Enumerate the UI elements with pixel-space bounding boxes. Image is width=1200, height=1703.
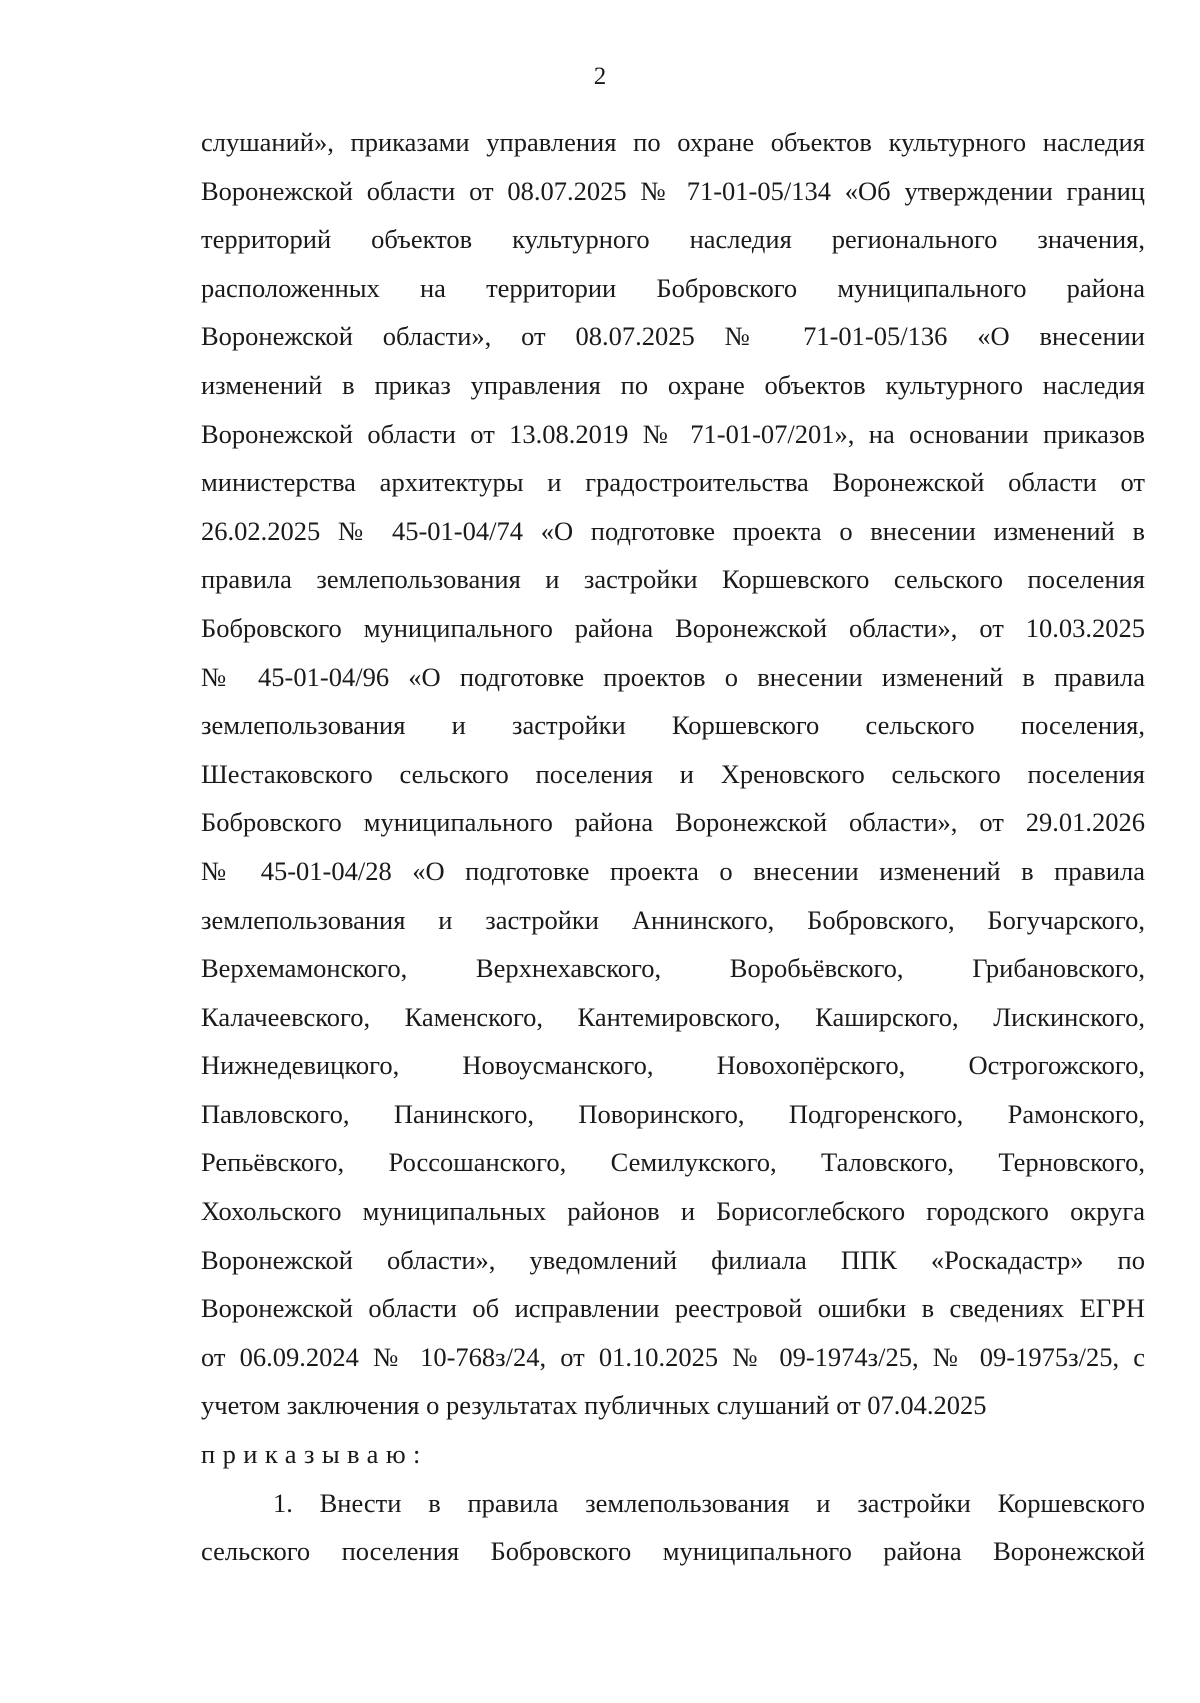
- paragraph-line: министерства архитектуры и градостроительства Воронежской области от: [201, 467, 1145, 498]
- paragraph-line: расположенных на территории Бобровского муниципального района: [201, 272, 1145, 303]
- paragraph-line: землепользования и застройки Аннинского, Бобровского, Богучарского,: [201, 904, 1145, 935]
- item-1-line: 1. Внести в правила землепользования и застройки Коршевского: [273, 1487, 1145, 1518]
- paragraph-line: Верхемамонского, Верхнехавского, Воробьёвского, Грибановского,: [201, 953, 1145, 984]
- paragraph-line: Бобровского муниципального района Воронежской области», от 29.01.2026: [201, 807, 1145, 838]
- paragraph-line: № 45-01-04/28 «О подготовке проекта о внесении изменений в правила: [201, 855, 1145, 886]
- paragraph-line: Бобровского муниципального района Воронежской области», от 10.03.2025: [201, 612, 1145, 643]
- paragraph-line: землепользования и застройки Коршевского сельского поселения,: [201, 710, 1145, 741]
- paragraph-line: территорий объектов культурного наследия регионального значения,: [201, 224, 1145, 255]
- paragraph-line: Воронежской области от 13.08.2019 № 71-01-07/201», на основании приказов: [201, 418, 1145, 449]
- paragraph-line: Воронежской области», уведомлений филиала ППК «Роскадастр» по: [201, 1244, 1145, 1275]
- paragraph-line: правила землепользования и застройки Коршевского сельского поселения: [201, 564, 1145, 595]
- paragraph-line: от 06.09.2024 № 10-768з/24, от 01.10.2025 № 09-1974з/25, № 09-1975з/25, с: [201, 1341, 1145, 1372]
- paragraph-line: Воронежской области», от 08.07.2025 № 71-01-05/136 «О внесении: [201, 321, 1145, 352]
- paragraph-line: Воронежской области об исправлении реестровой ошибки в сведениях ЕГРН: [201, 1293, 1145, 1324]
- page-number: 2: [593, 63, 607, 90]
- order-word: приказываю:: [201, 1439, 428, 1470]
- paragraph-line: 26.02.2025 № 45-01-04/74 «О подготовке проекта о внесении изменений в: [201, 515, 1145, 546]
- paragraph-line: Нижнедевицкого, Новоусманского, Новохопёрского, Острогожского,: [201, 1050, 1145, 1081]
- paragraph-line: Воронежской области от 08.07.2025 № 71-01-05/134 «Об утверждении границ: [201, 175, 1145, 206]
- paragraph-line: Шестаковского сельского поселения и Хреновского сельского поселения: [201, 758, 1145, 789]
- paragraph-line: Павловского, Панинского, Поворинского, Подгоренского, Рамонского,: [201, 1098, 1145, 1129]
- paragraph-line: Калачеевского, Каменского, Кантемировского, Каширского, Лискинского,: [201, 1001, 1145, 1032]
- paragraph-line: учетом заключения о результатах публичных слушаний от 07.04.2025: [201, 1390, 987, 1421]
- item-1-line: сельского поселения Бобровского муниципального района Воронежской: [201, 1536, 1145, 1567]
- paragraph-line: изменений в приказ управления по охране объектов культурного наследия: [201, 369, 1145, 400]
- document-body: [201, 118, 1145, 1576]
- paragraph-line: № 45-01-04/96 «О подготовке проектов о внесении изменений в правила: [201, 661, 1145, 692]
- paragraph-line: слушаний», приказами управления по охране объектов культурного наследия: [201, 127, 1145, 157]
- paragraph-line: Хохольского муниципальных районов и Борисоглебского городского округа: [201, 1196, 1145, 1227]
- paragraph-line: Репьёвского, Россошанского, Семилукского, Таловского, Терновского,: [201, 1147, 1145, 1178]
